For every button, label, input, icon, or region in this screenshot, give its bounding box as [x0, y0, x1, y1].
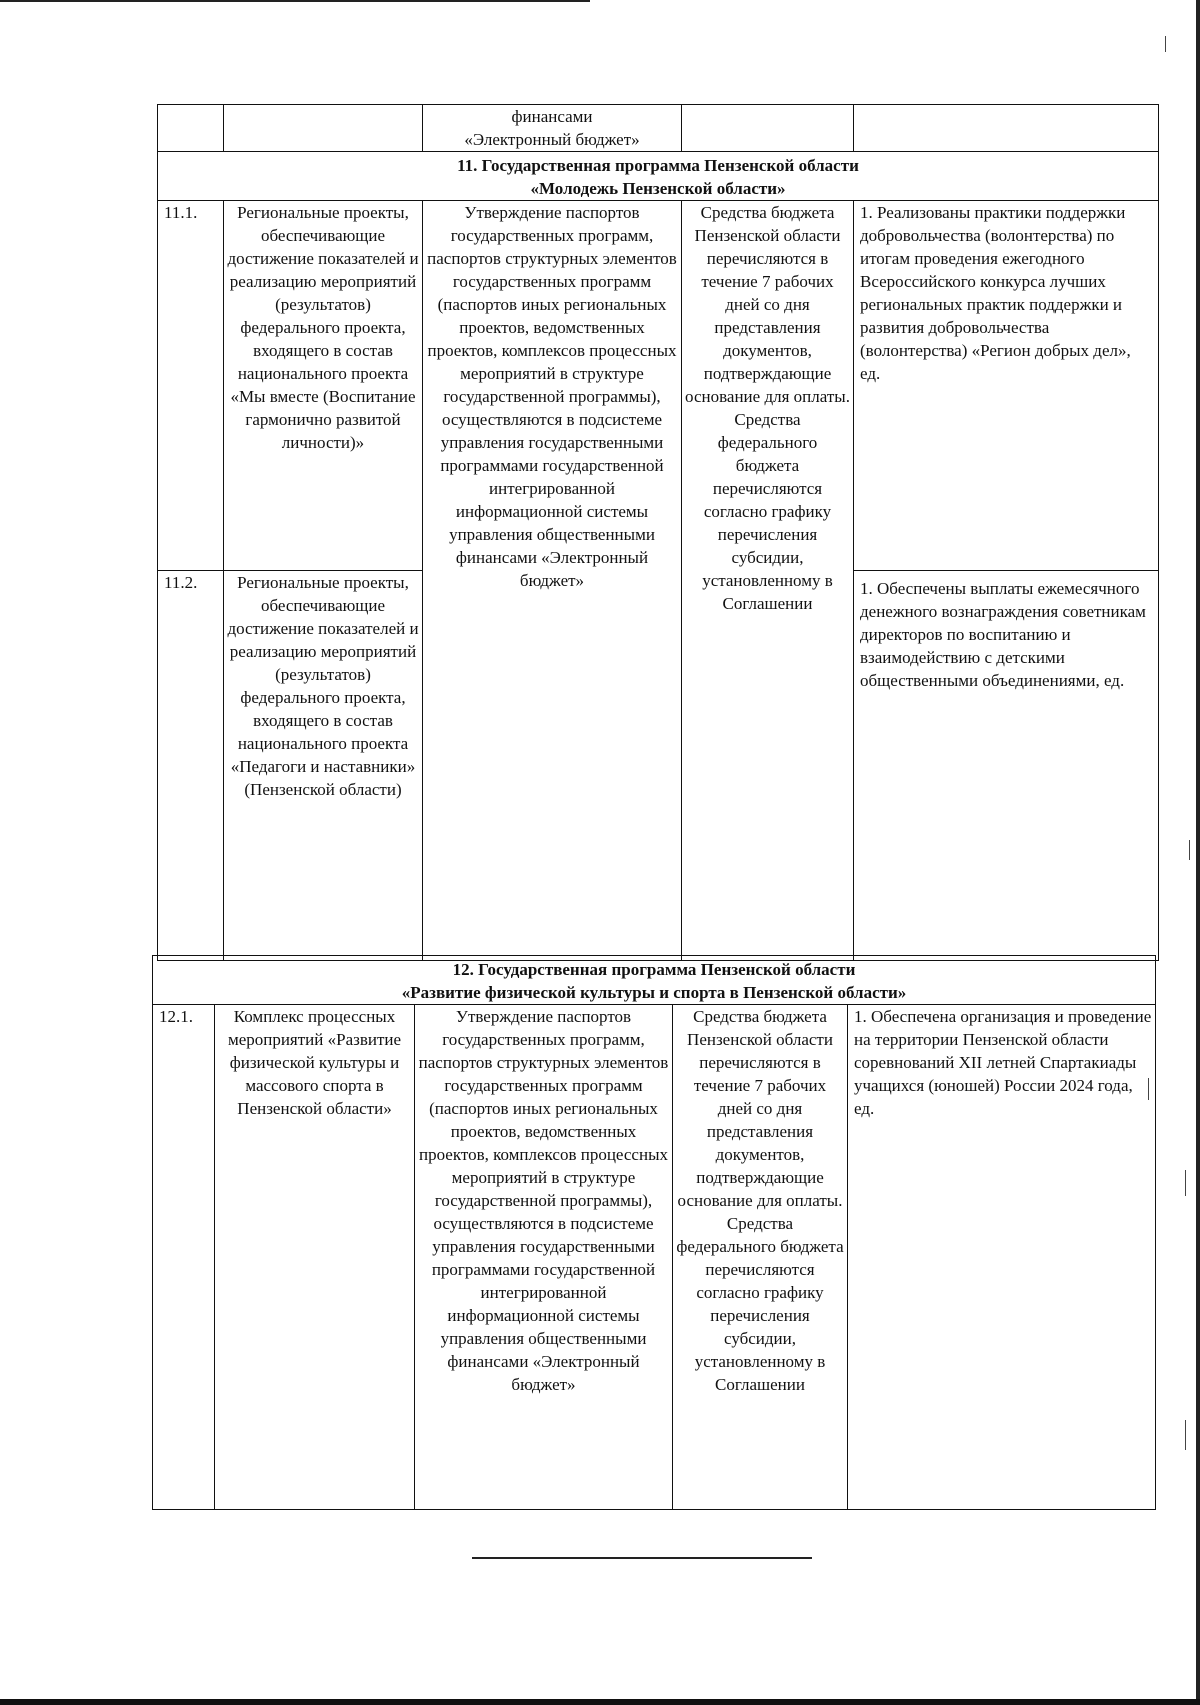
- row-number: 12.1.: [153, 1005, 215, 1510]
- funds-transfer-cell: Средства бюджета Пензенской области перечисляются в течение 7 рабочих дней со дня представления документов, подтверждающие основание для оплаты. Средства федерального бюджета перечисляются согласно графику перечисления субсидии, установленному в Соглашении: [682, 201, 854, 961]
- cell-empty: [854, 105, 1159, 152]
- result-cell: 1. Обеспечена организация и проведение на территории Пензенской области соревнований XII летней Спартакиады учащихся (юношей) России 2024 года, ед.: [848, 1005, 1156, 1510]
- section-12-title: [153, 956, 1156, 1005]
- table-row: [158, 201, 1159, 571]
- scan-mark: [1185, 1170, 1186, 1196]
- continuation-row: [158, 105, 1159, 152]
- scan-mark: [1189, 840, 1190, 860]
- project-name-cell: Региональные проекты, обеспечивающие достижение показателей и реализацию мероприятий (результатов) федерального проекта, входящего в состав национального проекта «Педагоги и наставники» (Пензенской области): [224, 571, 423, 961]
- section-12-title-line1: 12. Государственная программа Пензенской области: [452, 960, 856, 979]
- row-number: 11.1.: [158, 201, 224, 571]
- cell-empty: [158, 105, 224, 152]
- scan-edge-top: [0, 0, 590, 2]
- funds-transfer-cell: Средства бюджета Пензенской области перечисляются в течение 7 рабочих дней со дня представления документов, подтверждающие основание для оплаты. Средства федерального бюджета перечисляются согласно графику перечисления субсидии, установленному в Соглашении: [673, 1005, 848, 1510]
- programs-table-part1: [157, 104, 1159, 961]
- procedure-cell: Утверждение паспортов государственных программ, паспортов структурных элементов государственных программ (паспортов иных региональных проектов, ведомственных проектов, комплексов процессных мероприятий в структуре государственной программы), осуществляются в подсистеме управления государственными программами государственной интегрированной информационной системы управления общественными финансами «Электронный бюджет»: [423, 201, 682, 961]
- section-11-title: [158, 152, 1159, 201]
- project-name-cell: Комплекс процессных мероприятий «Развитие физической культуры и массового спорта в Пензенской области»: [215, 1005, 415, 1510]
- section-11-header-row: [158, 152, 1159, 201]
- result-cell: 1. Обеспечены выплаты ежемесячного денежного вознаграждения советникам директоров по воспитанию и взаимодействию с детскими общественными объединениями, ед.: [854, 571, 1159, 961]
- scan-edge-right: [1196, 0, 1200, 1705]
- cell-empty: [682, 105, 854, 152]
- section-11-title-line2: «Молодежь Пензенской области»: [530, 179, 786, 198]
- section-11-title-line1: 11. Государственная программа Пензенской области: [457, 156, 859, 175]
- continuation-procedure-cell: финансами «Электронный бюджет»: [423, 105, 682, 152]
- programs-table-part2: [152, 955, 1156, 1510]
- end-of-document-line: [472, 1557, 812, 1559]
- row-number: 11.2.: [158, 571, 224, 961]
- result-cell: 1. Реализованы практики поддержки добровольчества (волонтерства) по итогам проведения ежегодного Всероссийского конкурса лучших региональных практик поддержки и развития добровольчества (волонтерства) «Регион добрых дел», ед.: [854, 201, 1159, 571]
- scan-edge-bottom: [0, 1699, 1200, 1705]
- scan-mark: [1165, 36, 1166, 52]
- scan-mark: [1185, 1420, 1186, 1450]
- section-12-title-line2: «Развитие физической культуры и спорта в Пензенской области»: [401, 983, 907, 1002]
- project-name-cell: Региональные проекты, обеспечивающие достижение показателей и реализацию мероприятий (результатов) федерального проекта, входящего в состав национального проекта «Мы вместе (Воспитание гармонично развитой личности)»: [224, 201, 423, 571]
- section-12-header-row: [153, 956, 1156, 1005]
- table-row: [153, 1005, 1156, 1510]
- procedure-cell: Утверждение паспортов государственных программ, паспортов структурных элементов государственных программ (паспортов иных региональных проектов, ведомственных проектов, комплексов процессных мероприятий в структуре государственной программы), осуществляются в подсистеме управления государственными программами государственной интегрированной информационной системы управления общественными финансами «Электронный бюджет»: [415, 1005, 673, 1510]
- cell-empty: [224, 105, 423, 152]
